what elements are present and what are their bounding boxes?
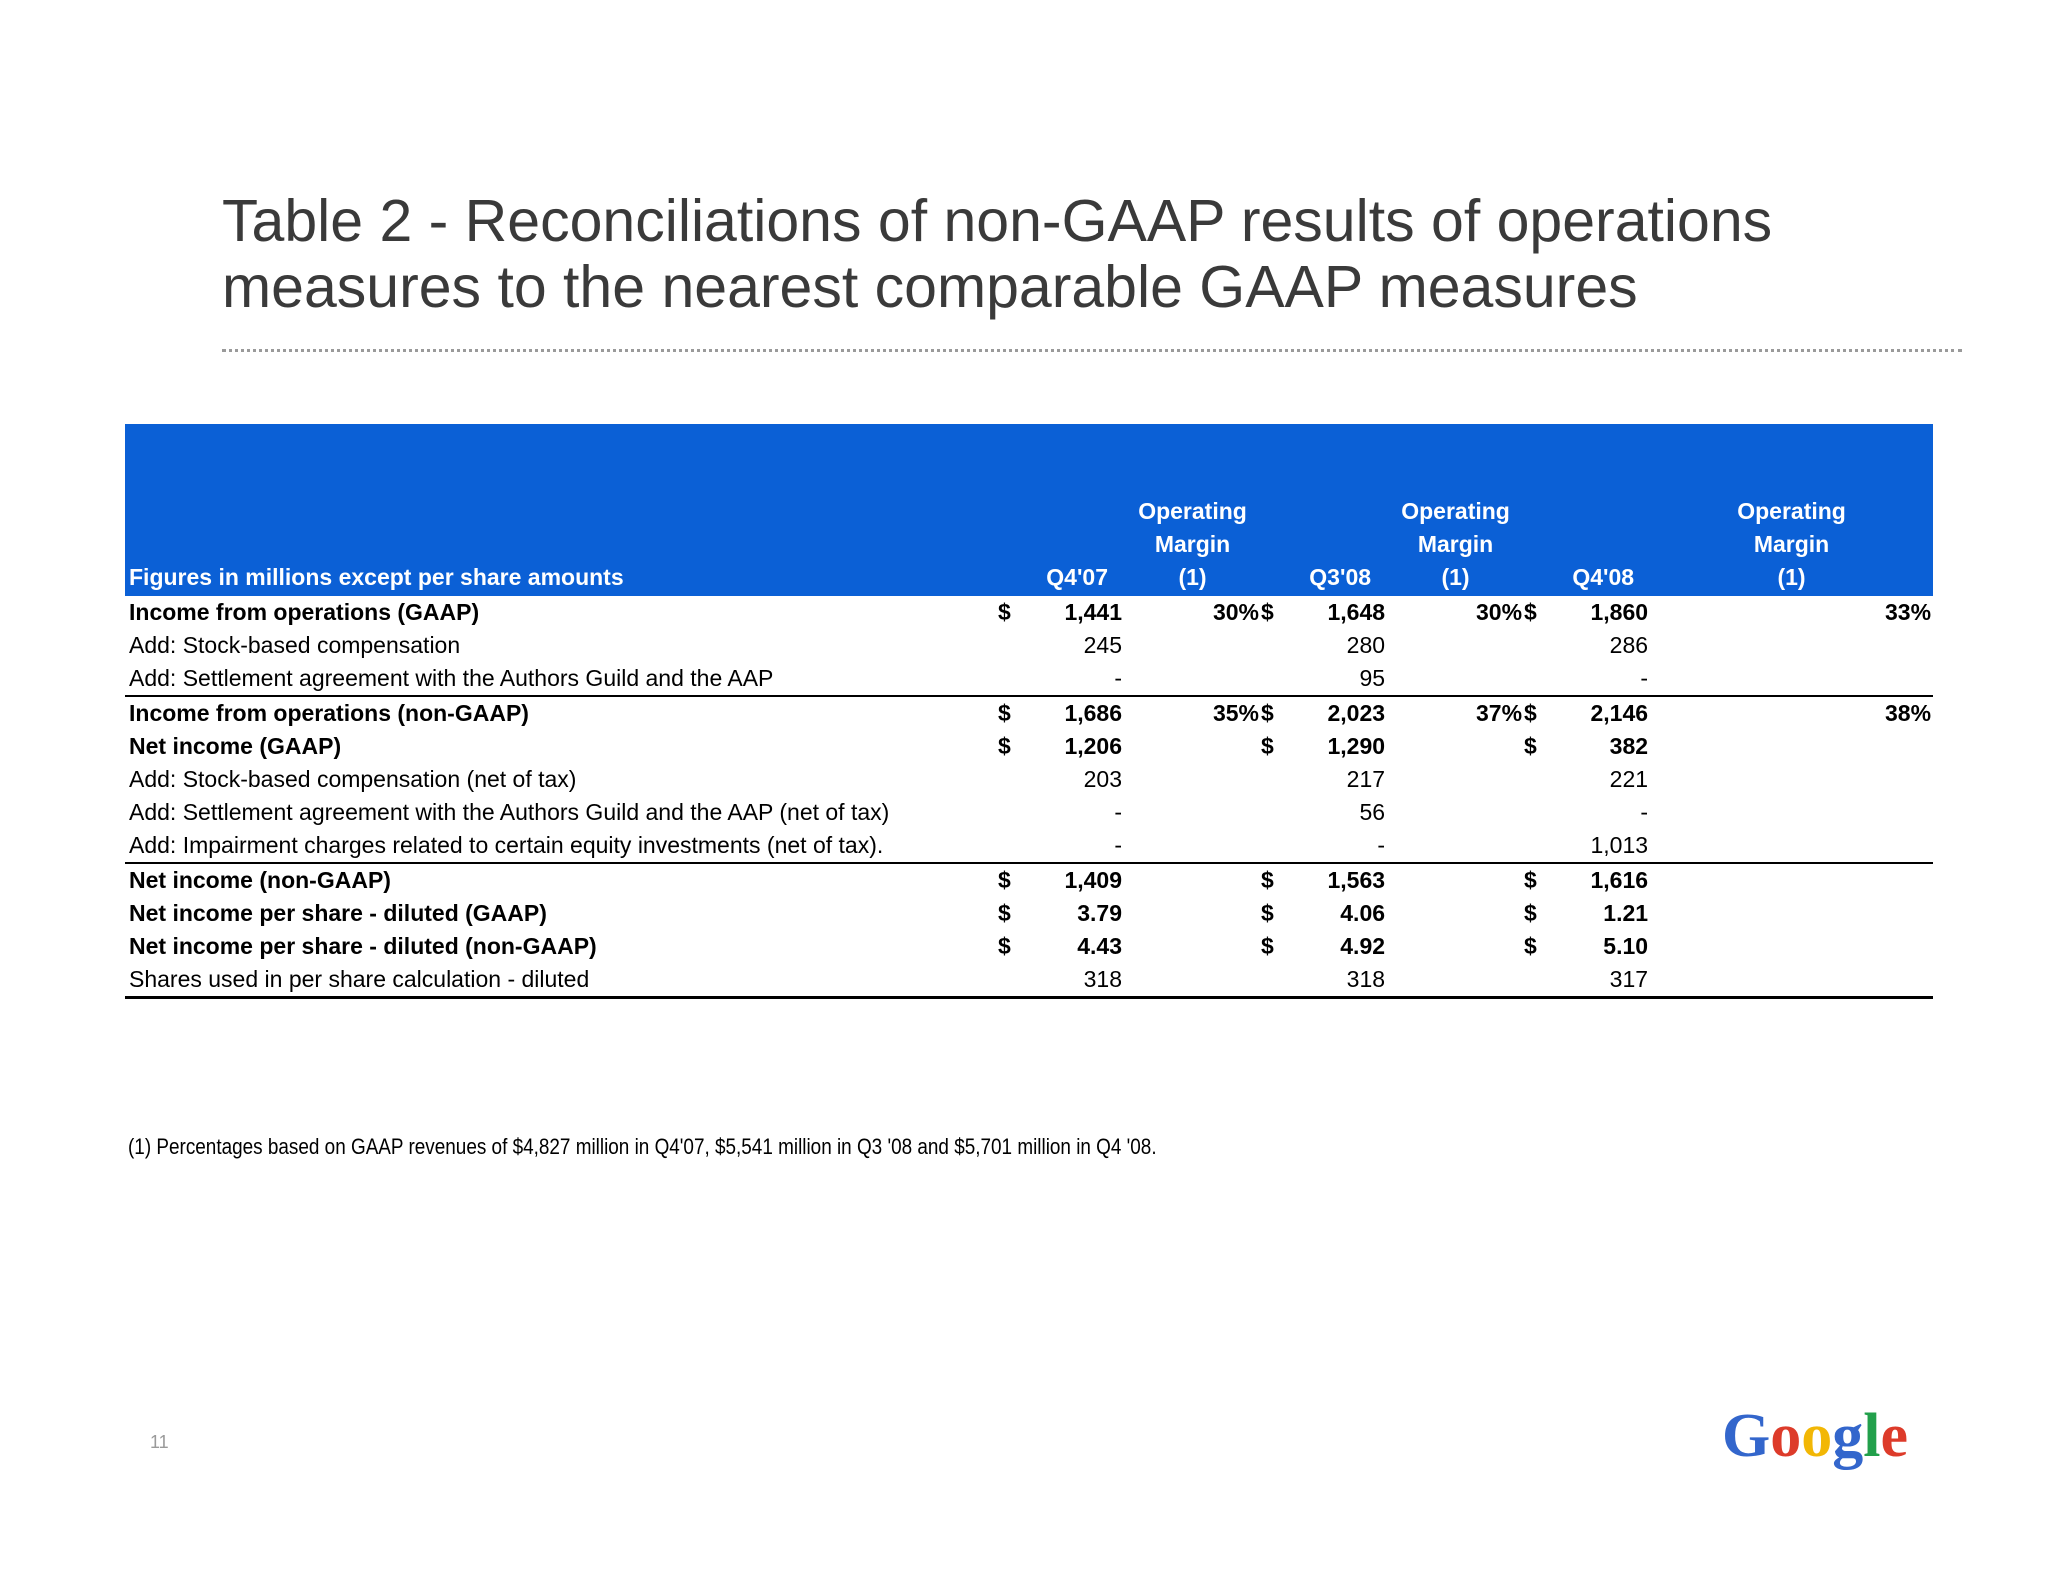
dollar-sign: $ xyxy=(1261,900,1274,926)
margin-q4-08 xyxy=(1652,763,1933,796)
slide-title-line-1: Table 2 - Reconciliations of non-GAAP results of operations xyxy=(222,188,1773,254)
footnote: (1) Percentages based on GAAP revenues of $4,827 million in Q4'07, $5,541 million in Q3 '08 and $5,701 million in Q4 '08. xyxy=(128,1134,1157,1159)
margin-q3-08 xyxy=(1389,796,1524,829)
margin-q4-07: 30% xyxy=(1212,599,1260,625)
header-margin-line: Margin xyxy=(1417,531,1494,557)
margin-q4-07 xyxy=(1126,863,1261,897)
value-q4-08: 382 xyxy=(1609,733,1649,759)
header-margin-line: Operating xyxy=(1401,498,1510,524)
row-label: Net income (non-GAAP) xyxy=(125,863,998,897)
margin-q4-08: 33% xyxy=(1885,599,1932,625)
dollar-sign xyxy=(998,829,1028,863)
header-margin-line: Margin xyxy=(1154,531,1231,557)
margin-q3-08 xyxy=(1389,897,1524,930)
value-q4-07: - xyxy=(1114,799,1123,825)
header-margin-line: Operating xyxy=(1138,498,1247,524)
dollar-sign xyxy=(1261,829,1291,863)
value-q4-08: 1,013 xyxy=(1590,832,1649,858)
table-row xyxy=(125,696,1933,730)
table-row xyxy=(125,829,1933,863)
value-q4-08: 1.21 xyxy=(1603,900,1649,926)
row-label: Income from operations (non-GAAP) xyxy=(125,696,998,730)
table-row xyxy=(125,930,1933,963)
dollar-sign xyxy=(1261,662,1291,696)
header-margin-line: (1) xyxy=(1777,564,1806,590)
value-q4-08: 317 xyxy=(1554,963,1652,998)
margin-q4-08 xyxy=(1652,629,1933,662)
margin-q3-08 xyxy=(1389,662,1524,696)
title-divider xyxy=(222,349,1962,352)
table-row xyxy=(125,730,1933,763)
margin-q3-08 xyxy=(1389,829,1524,863)
table-row xyxy=(125,897,1933,930)
dollar-sign xyxy=(1524,829,1554,863)
row-label: Add: Settlement agreement with the Authors Guild and the AAP xyxy=(129,665,774,691)
value-q3-08: 1,290 xyxy=(1327,733,1386,759)
value-q3-08: - xyxy=(1377,832,1386,858)
slide-title xyxy=(222,188,1982,320)
value-q3-08: 2,023 xyxy=(1291,696,1389,730)
margin-q4-07 xyxy=(1126,763,1261,796)
margin-q3-08 xyxy=(1389,930,1524,963)
margin-q4-08 xyxy=(1652,930,1933,963)
row-label: Net income per share - diluted (GAAP) xyxy=(129,900,547,926)
value-q4-07: - xyxy=(1114,665,1123,691)
margin-q4-07 xyxy=(1126,897,1261,930)
header-margin-line: (1) xyxy=(1178,564,1207,590)
dollar-sign: $ xyxy=(1524,599,1537,625)
row-label: Shares used in per share calculation - diluted xyxy=(125,963,998,998)
dollar-sign xyxy=(998,763,1028,796)
value-q4-07: 318 xyxy=(1028,963,1126,998)
row-label: Net income per share - diluted (non-GAAP) xyxy=(129,933,597,959)
margin-q4-07 xyxy=(1126,930,1261,963)
dollar-sign: $ xyxy=(1261,733,1274,759)
google-logo xyxy=(1718,1398,1918,1478)
table-row xyxy=(125,796,1933,829)
value-q4-08: 1,860 xyxy=(1590,599,1649,625)
row-label: Add: Stock-based compensation (net of tax) xyxy=(129,766,577,792)
dollar-sign: $ xyxy=(1261,933,1274,959)
value-q4-07: 1,206 xyxy=(1064,733,1123,759)
value-q4-07: 3.79 xyxy=(1077,900,1123,926)
dollar-sign: $ xyxy=(1261,696,1291,730)
margin-q4-07 xyxy=(1126,662,1261,696)
header-q3-08: Q3'08 xyxy=(1261,424,1389,596)
dollar-sign: $ xyxy=(1261,599,1274,625)
dollar-sign xyxy=(998,629,1028,662)
dollar-sign xyxy=(998,662,1028,696)
value-q4-07: 1,686 xyxy=(1028,696,1126,730)
value-q4-08: - xyxy=(1640,665,1649,691)
margin-q3-08 xyxy=(1389,763,1524,796)
dollar-sign: $ xyxy=(998,599,1011,625)
header-margin-line: Margin xyxy=(1753,531,1830,557)
dollar-sign xyxy=(1524,963,1554,998)
dollar-sign: $ xyxy=(998,696,1028,730)
slide-title-line-2: measures to the nearest comparable GAAP measures xyxy=(222,254,1638,320)
header-margin-q4-08 xyxy=(1652,424,1933,596)
table-row xyxy=(125,662,1933,696)
margin-q4-08 xyxy=(1652,963,1933,998)
dollar-sign: $ xyxy=(1261,863,1291,897)
margin-q4-07 xyxy=(1126,963,1261,998)
value-q3-08: 318 xyxy=(1291,963,1389,998)
header-margin-q3-08 xyxy=(1389,424,1524,596)
margin-q3-08 xyxy=(1389,629,1524,662)
dollar-sign: $ xyxy=(1524,733,1537,759)
dollar-sign: $ xyxy=(1524,863,1554,897)
value-q4-08: - xyxy=(1640,799,1649,825)
dollar-sign xyxy=(1261,629,1291,662)
value-q4-08: 5.10 xyxy=(1603,933,1649,959)
value-q4-07: 4.43 xyxy=(1077,933,1123,959)
dollar-sign xyxy=(998,963,1028,998)
margin-q4-08 xyxy=(1652,730,1933,763)
margin-q3-08 xyxy=(1389,963,1524,998)
margin-q3-08 xyxy=(1389,863,1524,897)
table-row xyxy=(125,863,1933,897)
dollar-sign xyxy=(1524,796,1554,829)
value-q4-08: 286 xyxy=(1609,632,1649,658)
dollar-sign xyxy=(1261,763,1291,796)
margin-q4-08 xyxy=(1652,829,1933,863)
table-row xyxy=(125,963,1933,998)
dollar-sign: $ xyxy=(1524,900,1537,926)
row-label: Add: Settlement agreement with the Authors Guild and the AAP (net of tax) xyxy=(129,799,890,825)
value-q4-07: 1,409 xyxy=(1028,863,1126,897)
value-q3-08: 56 xyxy=(1359,799,1386,825)
value-q4-08: 1,616 xyxy=(1554,863,1652,897)
margin-q3-08: 37% xyxy=(1389,696,1524,730)
value-q4-08: 2,146 xyxy=(1554,696,1652,730)
dollar-sign: $ xyxy=(998,863,1028,897)
row-label: Net income (GAAP) xyxy=(129,733,342,759)
margin-q4-07 xyxy=(1126,730,1261,763)
dollar-sign xyxy=(1524,763,1554,796)
margin-q4-08 xyxy=(1652,662,1933,696)
value-q3-08: 1,648 xyxy=(1327,599,1386,625)
margin-q4-07 xyxy=(1126,796,1261,829)
dollar-sign: $ xyxy=(998,933,1011,959)
margin-q4-08 xyxy=(1652,863,1933,897)
logo-text: Google xyxy=(1722,1402,1908,1470)
page-number: 11 xyxy=(150,1432,169,1452)
dollar-sign: $ xyxy=(998,733,1011,759)
value-q3-08: 1,563 xyxy=(1291,863,1389,897)
dollar-sign xyxy=(998,796,1028,829)
header-q4-07: Q4'07 xyxy=(998,424,1126,596)
margin-q4-08 xyxy=(1652,796,1933,829)
header-margin-line: (1) xyxy=(1441,564,1470,590)
dollar-sign xyxy=(1524,662,1554,696)
value-q4-07: 1,441 xyxy=(1064,599,1123,625)
table-row xyxy=(125,763,1933,796)
dollar-sign: $ xyxy=(998,900,1011,926)
margin-q3-08 xyxy=(1389,730,1524,763)
table-row xyxy=(125,629,1933,662)
value-q4-07: 245 xyxy=(1083,632,1123,658)
value-q4-07: 203 xyxy=(1083,766,1123,792)
margin-q4-08 xyxy=(1652,897,1933,930)
header-margin-q4-07 xyxy=(1126,424,1261,596)
margin-q3-08: 30% xyxy=(1475,599,1523,625)
row-label: Income from operations (GAAP) xyxy=(129,599,480,625)
value-q4-07: - xyxy=(1114,832,1123,858)
table-body xyxy=(125,596,1933,998)
header-margin-line: Operating xyxy=(1737,498,1846,524)
dollar-sign: $ xyxy=(1524,696,1554,730)
value-q3-08: 217 xyxy=(1346,766,1386,792)
dollar-sign xyxy=(1261,796,1291,829)
value-q4-08: 221 xyxy=(1609,766,1649,792)
dollar-sign: $ xyxy=(1524,933,1537,959)
margin-q4-08: 38% xyxy=(1652,696,1933,730)
value-q3-08: 4.06 xyxy=(1340,900,1386,926)
header-q4-08: Q4'08 xyxy=(1524,424,1652,596)
margin-q4-07 xyxy=(1126,829,1261,863)
value-q3-08: 280 xyxy=(1346,632,1386,658)
row-label: Add: Stock-based compensation xyxy=(129,632,461,658)
margin-q4-07: 35% xyxy=(1126,696,1261,730)
value-q3-08: 4.92 xyxy=(1340,933,1386,959)
row-label: Add: Impairment charges related to certain equity investments (net of tax). xyxy=(129,832,884,858)
dollar-sign xyxy=(1261,963,1291,998)
reconciliation-table xyxy=(125,424,1933,999)
table-header-row xyxy=(125,424,1933,596)
value-q3-08: 95 xyxy=(1359,665,1386,691)
dollar-sign xyxy=(1524,629,1554,662)
header-label: Figures in millions except per share amounts xyxy=(125,424,998,596)
margin-q4-07 xyxy=(1126,629,1261,662)
table-row xyxy=(125,596,1933,629)
